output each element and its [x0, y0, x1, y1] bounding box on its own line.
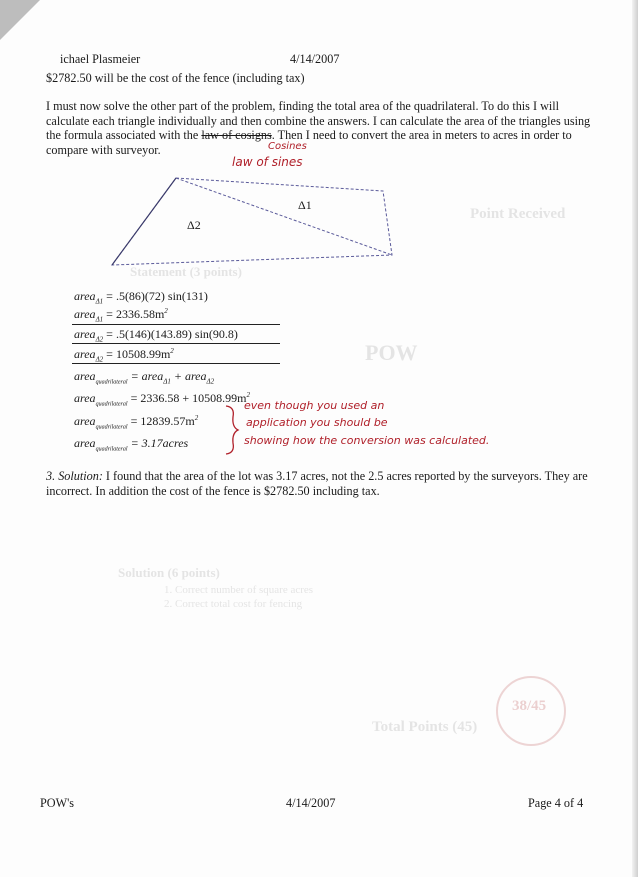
teacher-comment-line-2: application you should be [246, 416, 388, 429]
eq-lhs: area [74, 436, 96, 450]
eq-rhs2: + area [170, 369, 207, 383]
quadrilateral-outline [112, 178, 392, 265]
author-name: ichael Plasmeier [60, 52, 141, 66]
eq-sup: 2 [170, 347, 174, 355]
eq-sub: Δ1 [95, 297, 104, 306]
bleed-solution-points: Solution (6 points) [118, 565, 220, 580]
solution-paragraph [46, 469, 594, 498]
handwritten-brace [222, 404, 242, 456]
eq-rhs: = area [130, 369, 164, 383]
bleed-item2: 2. Correct total cost for fencing [164, 598, 303, 610]
bleed-statement: Statement (3 points) [130, 264, 242, 279]
left-side [112, 178, 176, 265]
eq-sub: quadrilateral [95, 401, 128, 408]
underline-t2 [72, 363, 280, 364]
intro-text-end: . Then I need to convert the area in meters to acres in order to compare with surveyor. [46, 128, 572, 157]
equation-area-t2-formula [74, 327, 238, 343]
eq-lhs: area [74, 289, 96, 303]
underline-t2-formula [72, 343, 280, 344]
equation-area-t2-result [74, 347, 174, 363]
equation-area-t1-formula [74, 289, 208, 305]
eq-rhs: = 2336.58 + 10508.99m [130, 391, 247, 405]
fence-cost-line: $2782.50 will be the cost of the fence (including tax) [46, 71, 305, 85]
equation-quad-acres [74, 436, 188, 452]
footer-date: 4/14/2007 [286, 796, 336, 810]
eq-lhs: area [74, 327, 96, 341]
eq-sub: Δ1 [95, 315, 104, 324]
eq-sub: quadrilateral [95, 379, 128, 386]
bleed-point-received: Point Received [470, 206, 566, 222]
eq-sub: quadrilateral [95, 424, 128, 431]
handwritten-cosines: Cosines [268, 141, 307, 152]
eq-rhs: = 2336.58m [106, 307, 165, 321]
eq-sub: Δ2 [95, 355, 104, 364]
eq-sub: quadrilateral [95, 446, 128, 453]
teacher-comment-line-3: showing how the conversion was calculated. [244, 434, 490, 447]
quadrilateral-diagram [100, 170, 400, 270]
struck-law-of-cosigns: law of cosigns [201, 128, 272, 143]
eq-rhs: = 10508.99m [106, 347, 171, 361]
solution-text: I found that the area of the lot was 3.17 acres, not the 2.5 acres reported by the surveyors. They are incorrect. In addition the cost of the fence is $2782.50 including tax. [46, 469, 588, 498]
footer-page-number: Page 4 of 4 [528, 796, 584, 810]
folded-corner [0, 0, 40, 40]
eq-lhs: area [74, 414, 96, 428]
eq-rhs: = .5(146)(143.89) sin(90.8) [106, 327, 238, 341]
intro-paragraph [46, 99, 591, 157]
eq-sub: Δ2 [95, 335, 104, 344]
eq-sup: 2 [194, 414, 199, 422]
handwritten-law-of-sines: law of sines [232, 155, 303, 169]
bleed-item1: 1. Correct number of square acres [164, 584, 314, 596]
underline-t1 [72, 324, 280, 325]
eq-sup: 2 [246, 391, 250, 399]
eq-rhs-sub: Δ1 [163, 377, 171, 386]
triangle-2-label: Δ2 [187, 218, 201, 232]
diagonal-line [176, 178, 392, 255]
equation-area-t1-result [74, 307, 168, 323]
footer-left: POW's [40, 796, 75, 810]
teacher-comment-line-1: even though you used an [244, 399, 385, 412]
eq-rhs: = 3.17acres [130, 436, 189, 450]
eq-sup: 2 [164, 307, 168, 315]
triangle-1-label: Δ1 [298, 198, 312, 212]
eq-lhs: area [74, 347, 96, 361]
solution-label: 3. Solution: [46, 469, 103, 483]
bleed-score-stamp: 38/45 [512, 698, 547, 714]
eq-rhs2-sub: Δ2 [206, 377, 215, 386]
eq-rhs: = 12839.57m [130, 414, 195, 428]
equation-quad-m2 [74, 414, 198, 430]
bleed-total-points: Total Points (45) [372, 719, 478, 735]
intro-text-start: I must now solve the other part of the problem, finding the total area of the quadrilateral. To do this I will calculate each triangle individually and then combine the answers. I can calculate the area of the triangles using the formula associated with the [46, 99, 591, 143]
eq-lhs: area [74, 369, 96, 383]
bleed-pow: POW [365, 340, 418, 365]
page-edge-shadow [632, 0, 638, 877]
eq-rhs: = .5(86)(72) sin(131) [106, 289, 208, 303]
eq-lhs: area [74, 307, 96, 321]
header-date: 4/14/2007 [290, 52, 340, 66]
eq-lhs: area [74, 391, 96, 405]
equation-quad-sum [74, 369, 214, 385]
